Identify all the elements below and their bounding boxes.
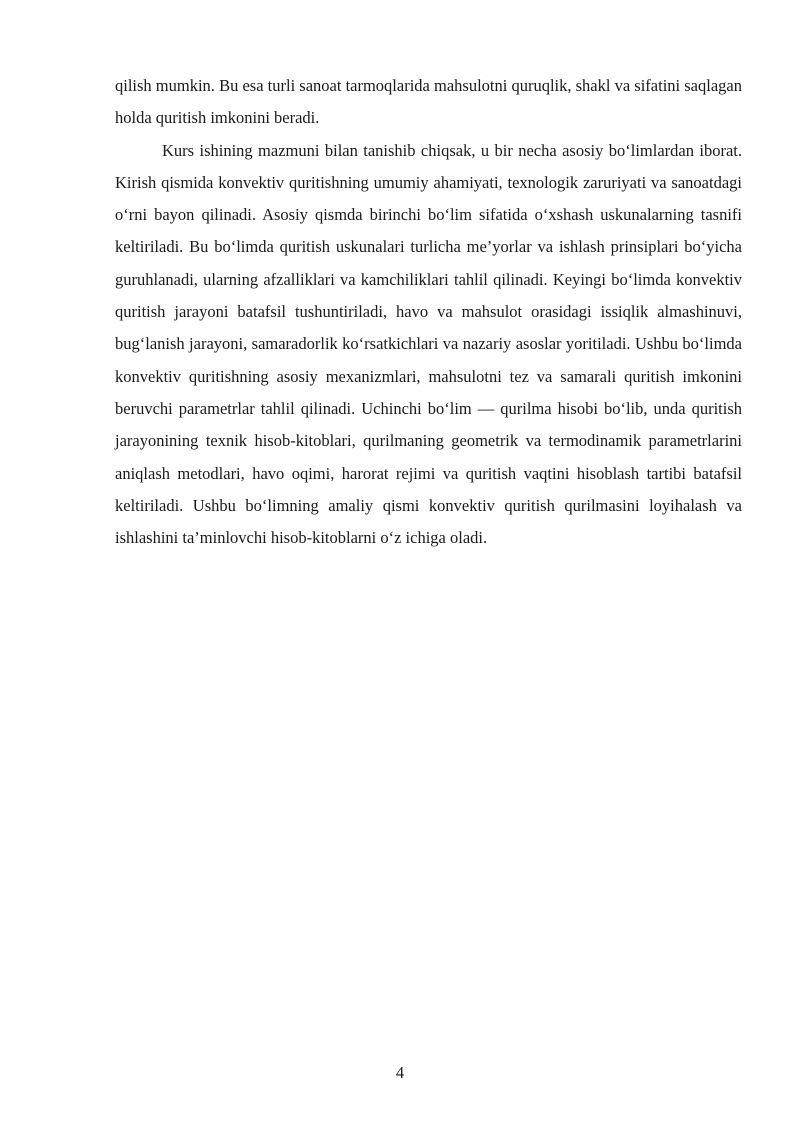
paragraph-continuation: qilish mumkin. Bu esa turli sanoat tarmoqlarida mahsulotni quruqlik, shakl va sifatini saqlagan holda quritish imkonini beradi. <box>115 76 742 128</box>
page-number: 4 <box>395 1063 405 1082</box>
body-text <box>115 70 742 554</box>
paragraph-course-content: Kurs ishining mazmuni bilan tanishib chiqsak, u bir necha asosiy bo‘limlardan iborat. Kirish qismida konvektiv quritishning umumiy ahamiyati, texnologik zaruriyati va sanoatdagi o‘rni bayon qilinadi. Asosiy qismda birinchi bo‘lim sifatida o‘xshash uskunalarning tasnifi keltiriladi. Bu bo‘limda quritish uskunalari turlicha me’yorlar va ishlash prinsiplari bo‘yicha guruhlanadi, ularning afzalliklari va kamchiliklari tahlil qilinadi. Keyingi bo‘limda konvektiv quritish jarayoni batafsil tushuntiriladi, havo va mahsulot orasidagi issiqlik almashinuvi, bug‘lanish jarayoni, samaradorlik ko‘rsatkichlari va nazariy asoslar yoritiladi. Ushbu bo‘limda konvektiv quritishning asosiy mexanizmlari, mahsulotni tez va samarali quritish imkonini beruvchi parametrlar tahlil qilinadi. Uchinchi bo‘lim — qurilma hisobi bo‘lib, unda quritish jarayonining texnik hisob-kitoblari, qurilmaning geometrik va termodinamik parametrlarini aniqlash metodlari, havo oqimi, harorat rejimi va quritish vaqtini hisoblash tartibi batafsil keltiriladi. Ushbu bo‘limning amaliy qismi konvektiv quritish qurilmasini loyihalash va ishlashini ta’minlovchi hisob-kitoblarni o‘z ichiga oladi. <box>115 140 742 548</box>
